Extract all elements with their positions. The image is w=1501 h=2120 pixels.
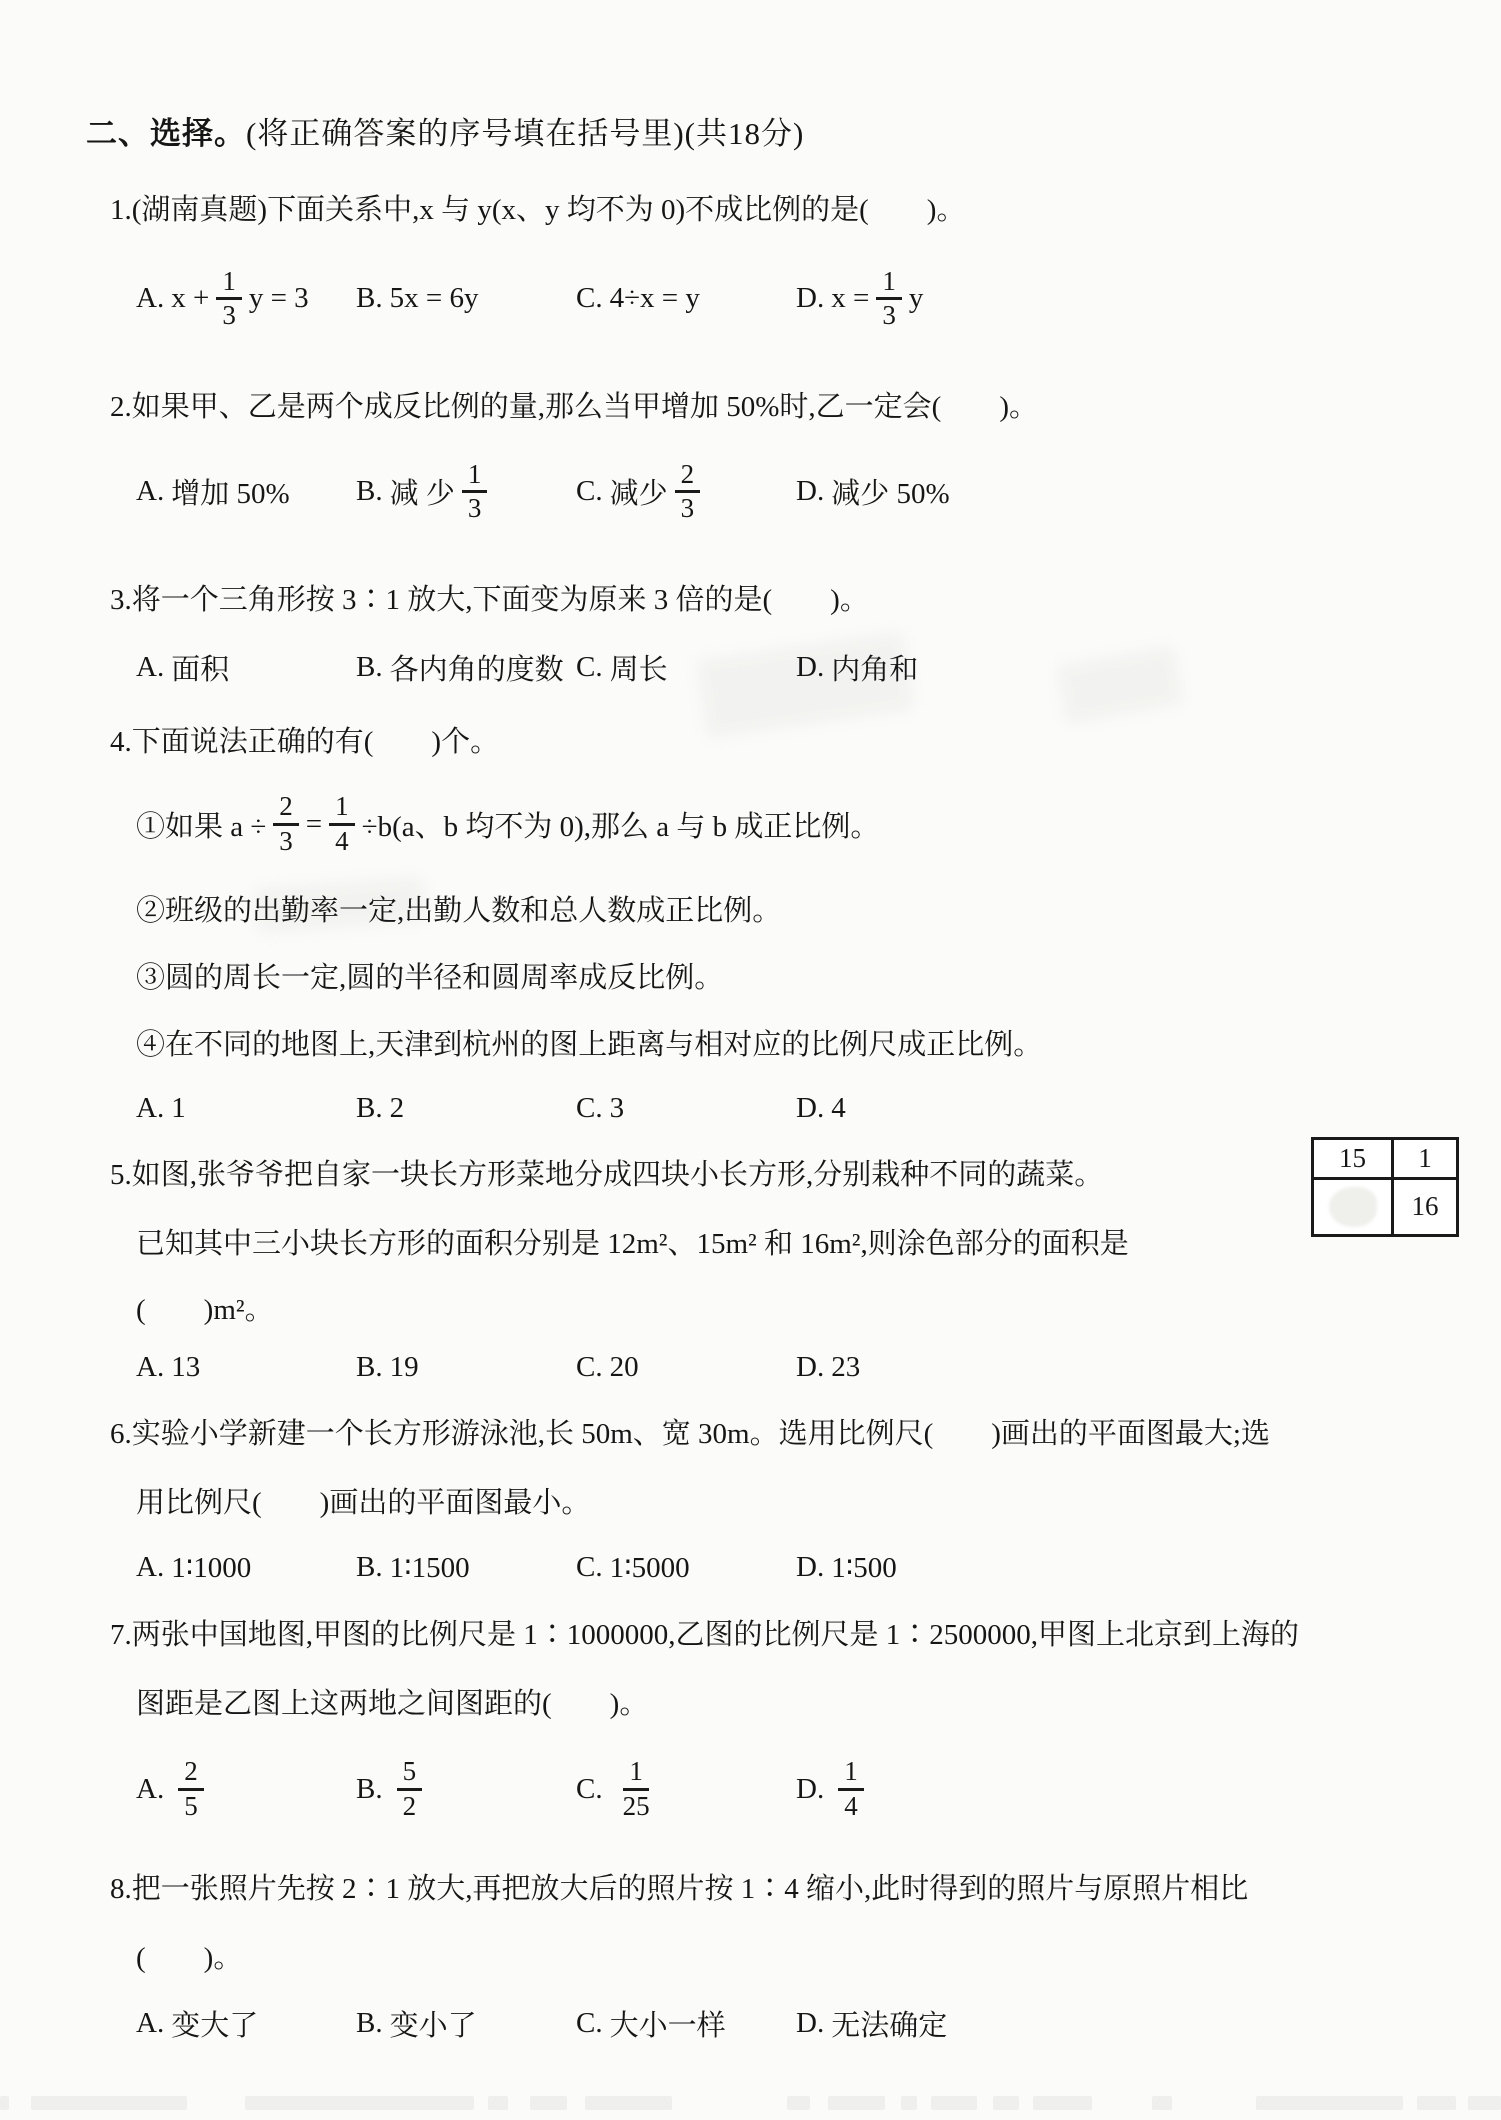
option-label: C. — [576, 475, 603, 508]
fraction-denominator: 3 — [680, 493, 695, 524]
option-label: D. — [796, 475, 825, 508]
option-text: 23 — [831, 1351, 861, 1384]
option-c — [576, 459, 796, 526]
fraction — [273, 791, 299, 858]
fraction-numerator: 1 — [216, 266, 242, 301]
fraction-denominator: 25 — [622, 1790, 650, 1821]
question-6 — [86, 1412, 1443, 1585]
fraction-denominator: 5 — [184, 1790, 198, 1821]
fraction — [329, 791, 355, 858]
option-d — [796, 1756, 1443, 1823]
fraction — [462, 459, 488, 526]
option-math: x = — [831, 282, 870, 315]
fraction — [216, 266, 242, 333]
statement-2: ②班级的出勤率一定,出勤人数和总人数成正比例。 — [136, 894, 782, 927]
page-edge-cutoff-artifact — [0, 2094, 1501, 2111]
question-stem: 6.实验小学新建一个长方形游泳池,长 50m、宽 30m。选用比例尺( )画出的平面图最大;选 — [110, 1418, 1270, 1451]
option-label: B. — [356, 475, 383, 508]
option-math: 4÷x = y — [609, 282, 700, 315]
question-stem: 5.如图,张爷爷把自家一块长方形菜地分成四块小长方形,分别栽种不同的蔬菜。 — [110, 1158, 1104, 1191]
option-math: y = 3 — [248, 282, 309, 315]
option-text: 大小一样 — [609, 2010, 726, 2043]
option-label: C. — [576, 1551, 603, 1584]
option-b — [356, 1092, 576, 1125]
option-label: C. — [576, 2007, 603, 2040]
option-label: B. — [356, 282, 383, 315]
option-a — [136, 1092, 356, 1125]
section-title: 二、选择。 — [86, 116, 246, 151]
option-text: 各内角的度数 — [389, 653, 564, 686]
option-text: 变小了 — [389, 2010, 477, 2043]
options-row — [136, 1351, 1443, 1384]
question-1 — [86, 188, 1443, 351]
option-c — [576, 2003, 796, 2044]
question-stem: 8.把一张照片先按 2∶1 放大,再把放大后的照片按 1∶4 缩小,此时得到的照片与原照片相比 — [110, 1873, 1249, 1906]
option-label: D. — [796, 1351, 825, 1384]
option-text: 减 少 — [389, 478, 455, 511]
option-a — [136, 647, 356, 688]
fraction-denominator: 3 — [279, 826, 293, 857]
option-a — [136, 2003, 356, 2044]
vegetable-plot-figure — [1311, 1137, 1459, 1237]
fraction — [675, 459, 701, 526]
options-row — [136, 247, 1443, 351]
option-a — [136, 471, 356, 512]
option-d — [796, 647, 1443, 688]
option-label: A. — [136, 1551, 165, 1584]
option-b — [356, 1550, 576, 1585]
figure-cell-shaded — [1314, 1180, 1394, 1234]
option-text: 1∶500 — [831, 1552, 897, 1585]
option-text: 1∶5000 — [609, 1552, 690, 1585]
question-stem: 3.将一个三角形按 3∶1 放大,下面变为原来 3 倍的是( )。 — [110, 583, 869, 616]
fraction-denominator: 4 — [335, 826, 349, 857]
question-8 — [86, 1867, 1443, 2044]
statement-text: ÷b(a、b 均不为 0),那么 a 与 b 成正比例。 — [361, 811, 880, 844]
options-row — [136, 1550, 1443, 1585]
statement-3: ③圆的周长一定,圆的半径和圆周率成反比例。 — [136, 961, 724, 994]
option-label: A. — [136, 1772, 165, 1805]
options-row — [136, 1737, 1443, 1841]
option-b — [356, 282, 576, 315]
option-label: B. — [356, 1772, 383, 1805]
fraction-denominator: 3 — [467, 493, 482, 524]
option-text: 减少 50% — [831, 478, 950, 511]
option-label: B. — [356, 1091, 383, 1124]
option-a — [136, 1756, 356, 1823]
fraction-numerator: 2 — [675, 459, 701, 494]
fraction-numerator: 1 — [329, 791, 355, 826]
options-row — [136, 2003, 1443, 2044]
option-text: 1∶1000 — [171, 1552, 252, 1585]
question-stem-line2: 图距是乙图上这两地之间图距的( )。 — [136, 1688, 649, 1721]
question-stem: 2.如果甲、乙是两个成反比例的量,那么当甲增加 50%时,乙一定会( )。 — [110, 390, 1038, 423]
option-text: 1 — [171, 1091, 186, 1124]
option-label: A. — [136, 650, 165, 683]
option-label: B. — [356, 650, 383, 683]
question-4 — [86, 720, 1443, 1125]
question-stem: 1.(湖南真题)下面关系中,x 与 y(x、y 均不为 0)不成比例的是( )。 — [110, 194, 966, 227]
option-label: B. — [356, 1551, 383, 1584]
section-note: (将正确答案的序号填在括号里)(共18分) — [246, 116, 805, 151]
option-text: 13 — [171, 1351, 201, 1384]
figure-cell-12: 1 — [1394, 1140, 1456, 1180]
option-text: 内角和 — [831, 653, 919, 686]
fraction-numerator: 2 — [273, 791, 299, 826]
option-math: 5x = 6y — [389, 282, 479, 315]
option-label: D. — [796, 1551, 825, 1584]
fraction — [178, 1756, 204, 1823]
option-text: 变大了 — [171, 2010, 259, 2043]
fraction-numerator: 1 — [876, 266, 902, 301]
option-d — [796, 1351, 1443, 1384]
option-text: 无法确定 — [831, 2010, 948, 2043]
option-label: D. — [796, 1091, 825, 1124]
fraction-denominator: 2 — [402, 1790, 417, 1821]
option-d — [796, 471, 1443, 512]
question-2 — [86, 385, 1443, 544]
option-math: x + — [171, 282, 210, 315]
option-d — [796, 1550, 1443, 1585]
option-c — [576, 1351, 796, 1384]
options-row — [136, 440, 1443, 544]
question-stem-line2: 用比例尺( )画出的平面图最小。 — [136, 1487, 591, 1520]
option-d — [796, 266, 1443, 333]
option-label: D. — [796, 650, 825, 683]
option-text: 1∶1500 — [389, 1552, 470, 1585]
question-stem-line3: ( )m²。 — [136, 1294, 274, 1327]
fraction-denominator: 3 — [222, 300, 236, 331]
option-d — [796, 1092, 1443, 1125]
option-b — [356, 1756, 576, 1823]
fraction — [397, 1756, 423, 1823]
option-label: C. — [576, 1772, 603, 1805]
statement-4: ④在不同的地图上,天津到杭州的图上距离与相对应的比例尺成正比例。 — [136, 1028, 1043, 1061]
question-stem: 7.两张中国地图,甲图的比例尺是 1∶1000000,乙图的比例尺是 1∶2500000,甲图上北京到上海的 — [110, 1619, 1300, 1652]
question-stem-line2: ( )。 — [136, 1942, 243, 1975]
option-text: 19 — [389, 1351, 419, 1384]
option-c — [576, 647, 796, 688]
statement-text: ①如果 a ÷ — [136, 811, 267, 844]
fraction-numerator: 1 — [838, 1756, 864, 1791]
option-label: D. — [796, 2007, 825, 2040]
option-b — [356, 459, 576, 526]
question-stem-line2: 已知其中三小块长方形的面积分别是 12m²、15m² 和 16m²,则涂色部分的面积是 — [136, 1227, 1129, 1260]
option-label: D. — [796, 1772, 825, 1805]
option-b — [356, 647, 576, 688]
option-b — [356, 2003, 576, 2044]
option-text: 3 — [609, 1091, 625, 1124]
fraction — [617, 1756, 656, 1823]
option-label: D. — [796, 282, 825, 315]
option-c — [576, 282, 796, 315]
question-stem: 4.下面说法正确的有( )个。 — [110, 725, 500, 758]
options-row — [136, 647, 1443, 688]
option-label: A. — [136, 1091, 165, 1124]
option-math: y — [908, 282, 924, 315]
option-label: C. — [576, 1351, 603, 1384]
option-label: A. — [136, 475, 165, 508]
option-label: C. — [576, 282, 603, 315]
fraction-denominator: 4 — [844, 1790, 858, 1821]
fraction-numerator: 5 — [397, 1756, 423, 1791]
fraction-denominator: 3 — [882, 300, 896, 331]
option-label: A. — [136, 282, 165, 315]
option-a — [136, 1351, 356, 1384]
statement-text: = — [305, 808, 323, 841]
option-text: 20 — [609, 1351, 639, 1384]
fraction-numerator: 1 — [462, 459, 488, 494]
fraction — [876, 266, 902, 333]
option-text: 减少 — [609, 478, 668, 511]
option-label: A. — [136, 1351, 165, 1384]
eraser-smudge — [1329, 1187, 1377, 1227]
figure-cell-16: 16 — [1411, 1191, 1439, 1222]
option-label: B. — [356, 1351, 383, 1384]
option-label: A. — [136, 2007, 165, 2040]
option-c — [576, 1550, 796, 1585]
option-b — [356, 1351, 576, 1384]
option-c — [576, 1756, 796, 1823]
option-a — [136, 266, 356, 333]
option-label: B. — [356, 2007, 383, 2040]
option-text: 4 — [831, 1091, 846, 1124]
fraction-numerator: 1 — [623, 1756, 649, 1791]
options-row — [136, 1092, 1443, 1125]
option-a — [136, 1550, 356, 1585]
option-text: 增加 50% — [171, 478, 290, 511]
option-label: C. — [576, 1091, 603, 1124]
option-text: 2 — [389, 1091, 405, 1124]
figure-cell-15: 15 — [1314, 1140, 1394, 1180]
option-label: C. — [576, 650, 603, 683]
option-d — [796, 2003, 1443, 2044]
option-text: 面积 — [171, 653, 230, 686]
statement-1 — [136, 773, 1443, 877]
fraction-numerator: 2 — [178, 1756, 204, 1791]
question-7 — [86, 1613, 1443, 1841]
question-3 — [86, 578, 1443, 688]
option-c — [576, 1092, 796, 1125]
option-text: 周长 — [609, 653, 668, 686]
fraction — [838, 1756, 864, 1823]
section-header — [86, 110, 1443, 158]
question-5 — [86, 1142, 1443, 1385]
